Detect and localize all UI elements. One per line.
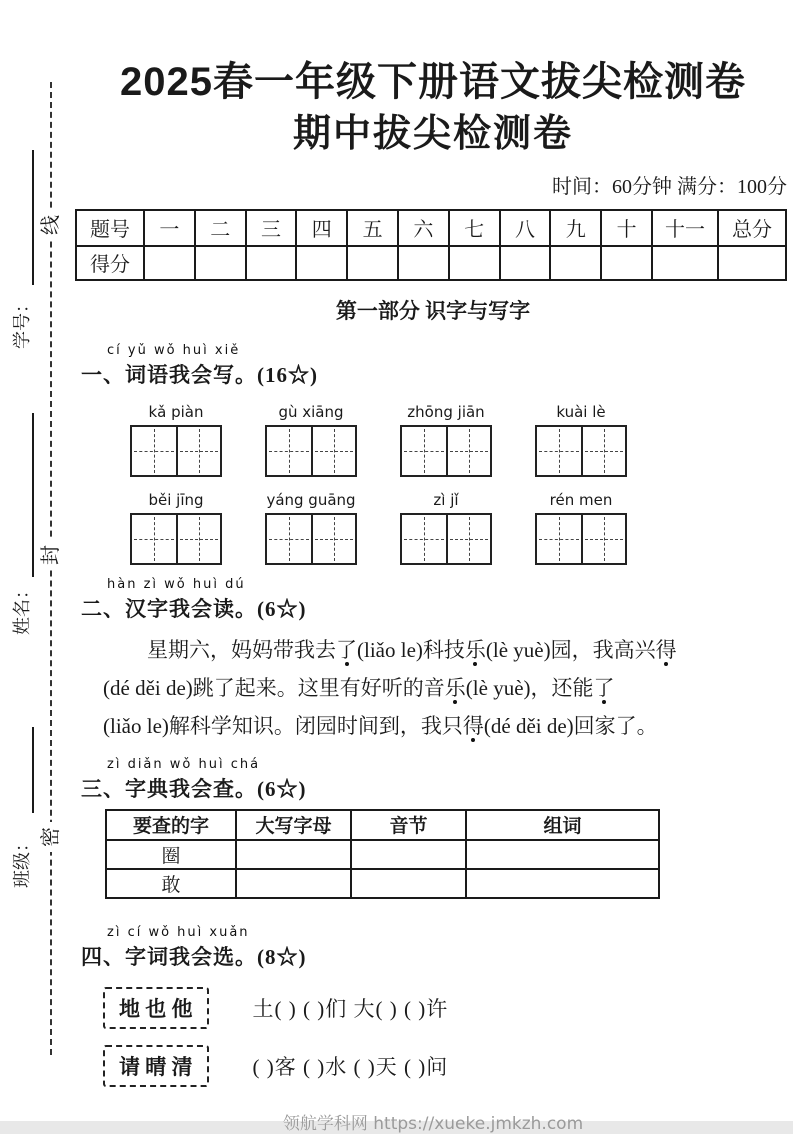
dict-char: 敢 (106, 869, 236, 898)
dictionary-header-row (106, 810, 659, 840)
emphasized-char: 得 (462, 713, 484, 738)
score-label: 得分 (76, 246, 144, 280)
col-1: 一 (144, 210, 195, 246)
dict-cell-empty (236, 840, 351, 869)
score-cell (398, 246, 449, 280)
emphasized-char: 了 (593, 675, 615, 700)
dictionary-row (106, 869, 659, 898)
col-3: 三 (246, 210, 297, 246)
col-5: 五 (347, 210, 398, 246)
paper-title: 2025春一年级下册语文拔尖检测卷 (120, 60, 746, 104)
tianzige-cell (132, 427, 176, 475)
watermark-text: 领航学科网 https://xueke.jmkzh.com (282, 1113, 584, 1134)
name-blank-line (32, 413, 34, 577)
question-number-label: 题号 (76, 210, 144, 246)
choice-box: 请 晴 清 (103, 1045, 209, 1087)
tianzige-grid (130, 425, 222, 477)
emphasized-char: 乐 (444, 675, 466, 700)
score-cell (449, 246, 500, 280)
student-id-label: 学号： (12, 295, 32, 349)
dict-cell-empty (236, 869, 351, 898)
score-table (75, 209, 787, 281)
passage-text: (liǎo le)解科学知识。闭园时间到，我只 (103, 713, 463, 738)
grid-pinyin: zhōng jiān (407, 402, 485, 421)
score-cell (296, 246, 347, 280)
dict-char: 圈 (106, 840, 236, 869)
q4-pinyin: zì cí wǒ huì xuǎn (107, 924, 250, 940)
score-cell (195, 246, 246, 280)
col-2: 二 (195, 210, 246, 246)
dictionary-table (105, 809, 660, 899)
tianzige-cell (267, 515, 311, 563)
dict-cell-empty (351, 840, 466, 869)
col-total: 总分 (718, 210, 786, 246)
passage-text: (liǎo le)科技 (357, 637, 465, 662)
tianzige-cell (176, 515, 220, 563)
score-cell (246, 246, 297, 280)
grid-unit (130, 491, 222, 565)
passage-text: (lè yuè)，还能 (465, 675, 594, 700)
grid-unit (265, 403, 357, 477)
grid-pinyin: běi jīng (148, 490, 204, 509)
choose-word-row-2 (103, 1045, 791, 1087)
grid-unit (400, 491, 492, 565)
tianzige-cell (446, 427, 490, 475)
seal-char-feng: 封 (36, 540, 66, 570)
col-6: 六 (398, 210, 449, 246)
q3-pinyin: zì diǎn wǒ huì chá (107, 756, 261, 772)
tianzige-cell (446, 515, 490, 563)
dict-header-capital: 大写字母 (236, 810, 351, 840)
passage-text: 星期六，妈妈带我去 (147, 637, 336, 662)
tianzige-grid (400, 513, 492, 565)
q1-heading: 一、词语我会写。(16☆) (81, 362, 318, 387)
col-4: 四 (296, 210, 347, 246)
passage-line (103, 669, 759, 707)
emphasized-char: 了 (336, 637, 357, 662)
grid-unit (265, 491, 357, 565)
passage-text: (dé děi de)回家了。 (483, 713, 658, 738)
grid-unit (400, 403, 492, 477)
emphasized-char: 得 (655, 637, 677, 662)
paper-subtitle: 期中拔尖检测卷 (292, 113, 573, 155)
tianzige-cell (311, 427, 355, 475)
tianzige-grid (130, 513, 222, 565)
grid-unit (535, 491, 627, 565)
q2-heading: 二、汉字我会读。(6☆) (81, 596, 307, 621)
grid-pinyin: zì jǐ (433, 490, 459, 509)
q3-heading: 三、字典我会查。(6☆) (81, 776, 307, 801)
col-7: 七 (449, 210, 500, 246)
time-score-info: 时间：60分钟 满分：100分 (552, 175, 787, 198)
tianzige-cell (267, 427, 311, 475)
tianzige-cell (581, 427, 625, 475)
dict-header-syllable: 音节 (351, 810, 466, 840)
grid-pinyin: gù xiāng (278, 402, 344, 421)
score-cell (652, 246, 718, 280)
writing-grids-row-2 (130, 491, 791, 565)
score-cell (144, 246, 195, 280)
tianzige-cell (537, 427, 581, 475)
tianzige-cell (402, 515, 446, 563)
dict-cell-empty (466, 869, 659, 898)
tianzige-cell (581, 515, 625, 563)
tianzige-grid (265, 425, 357, 477)
passage-text: (dé děi de)跳了起来。这里有好听的音 (103, 675, 445, 700)
grid-unit (130, 403, 222, 477)
grid-pinyin: kuài lè (556, 402, 606, 421)
grid-pinyin: kǎ piàn (148, 402, 204, 421)
passage-text: (lè yuè)园，我高兴 (485, 637, 656, 662)
fill-blanks: 土( ) ( )们 大( ) ( )许 (252, 996, 449, 1021)
tianzige-grid (265, 513, 357, 565)
score-cell (550, 246, 601, 280)
grid-unit (535, 403, 627, 477)
score-cell-total (718, 246, 786, 280)
tianzige-cell (311, 515, 355, 563)
dictionary-row (106, 840, 659, 869)
tianzige-grid (400, 425, 492, 477)
score-table-header-row (76, 210, 786, 246)
score-cell (601, 246, 652, 280)
class-label: 班级： (12, 834, 32, 888)
emphasized-char: 乐 (464, 637, 486, 662)
tianzige-cell (537, 515, 581, 563)
score-table-score-row (76, 246, 786, 280)
grid-pinyin: yáng guāng (266, 490, 356, 509)
col-10: 十 (601, 210, 652, 246)
dict-cell-empty (466, 840, 659, 869)
tianzige-grid (535, 425, 627, 477)
col-9: 九 (550, 210, 601, 246)
score-cell (347, 246, 398, 280)
q1-pinyin: cí yǔ wǒ huì xiě (107, 342, 241, 358)
class-blank-line (32, 727, 34, 813)
q2-reading-passage (103, 631, 759, 745)
dict-cell-empty (351, 869, 466, 898)
dict-header-char: 要查的字 (106, 810, 236, 840)
part1-heading: 第一部分 识字与写字 (335, 298, 531, 323)
seal-char-mi: 密 (36, 822, 66, 852)
q4-heading: 四、字词我会选。(8☆) (81, 944, 307, 969)
tianzige-cell (176, 427, 220, 475)
student-id-blank-line (32, 150, 34, 285)
choice-box: 地 也 他 (103, 987, 209, 1029)
fill-blanks: ( )客 ( )水 ( )天 ( )问 (252, 1054, 449, 1079)
passage-line (103, 707, 759, 745)
tianzige-grid (535, 513, 627, 565)
choose-word-row-1 (103, 987, 791, 1029)
seal-char-xian: 线 (36, 210, 66, 240)
name-label: 姓名： (12, 581, 32, 635)
tianzige-cell (402, 427, 446, 475)
q2-pinyin: hàn zì wǒ huì dú (107, 576, 246, 592)
score-cell (500, 246, 551, 280)
grid-pinyin: rén men (549, 490, 613, 509)
tianzige-cell (132, 515, 176, 563)
content-column (75, 0, 791, 1134)
col-11: 十一 (652, 210, 718, 246)
col-8: 八 (500, 210, 551, 246)
passage-line (103, 631, 759, 669)
dict-header-word: 组词 (466, 810, 659, 840)
writing-grids-row-1 (130, 403, 791, 477)
